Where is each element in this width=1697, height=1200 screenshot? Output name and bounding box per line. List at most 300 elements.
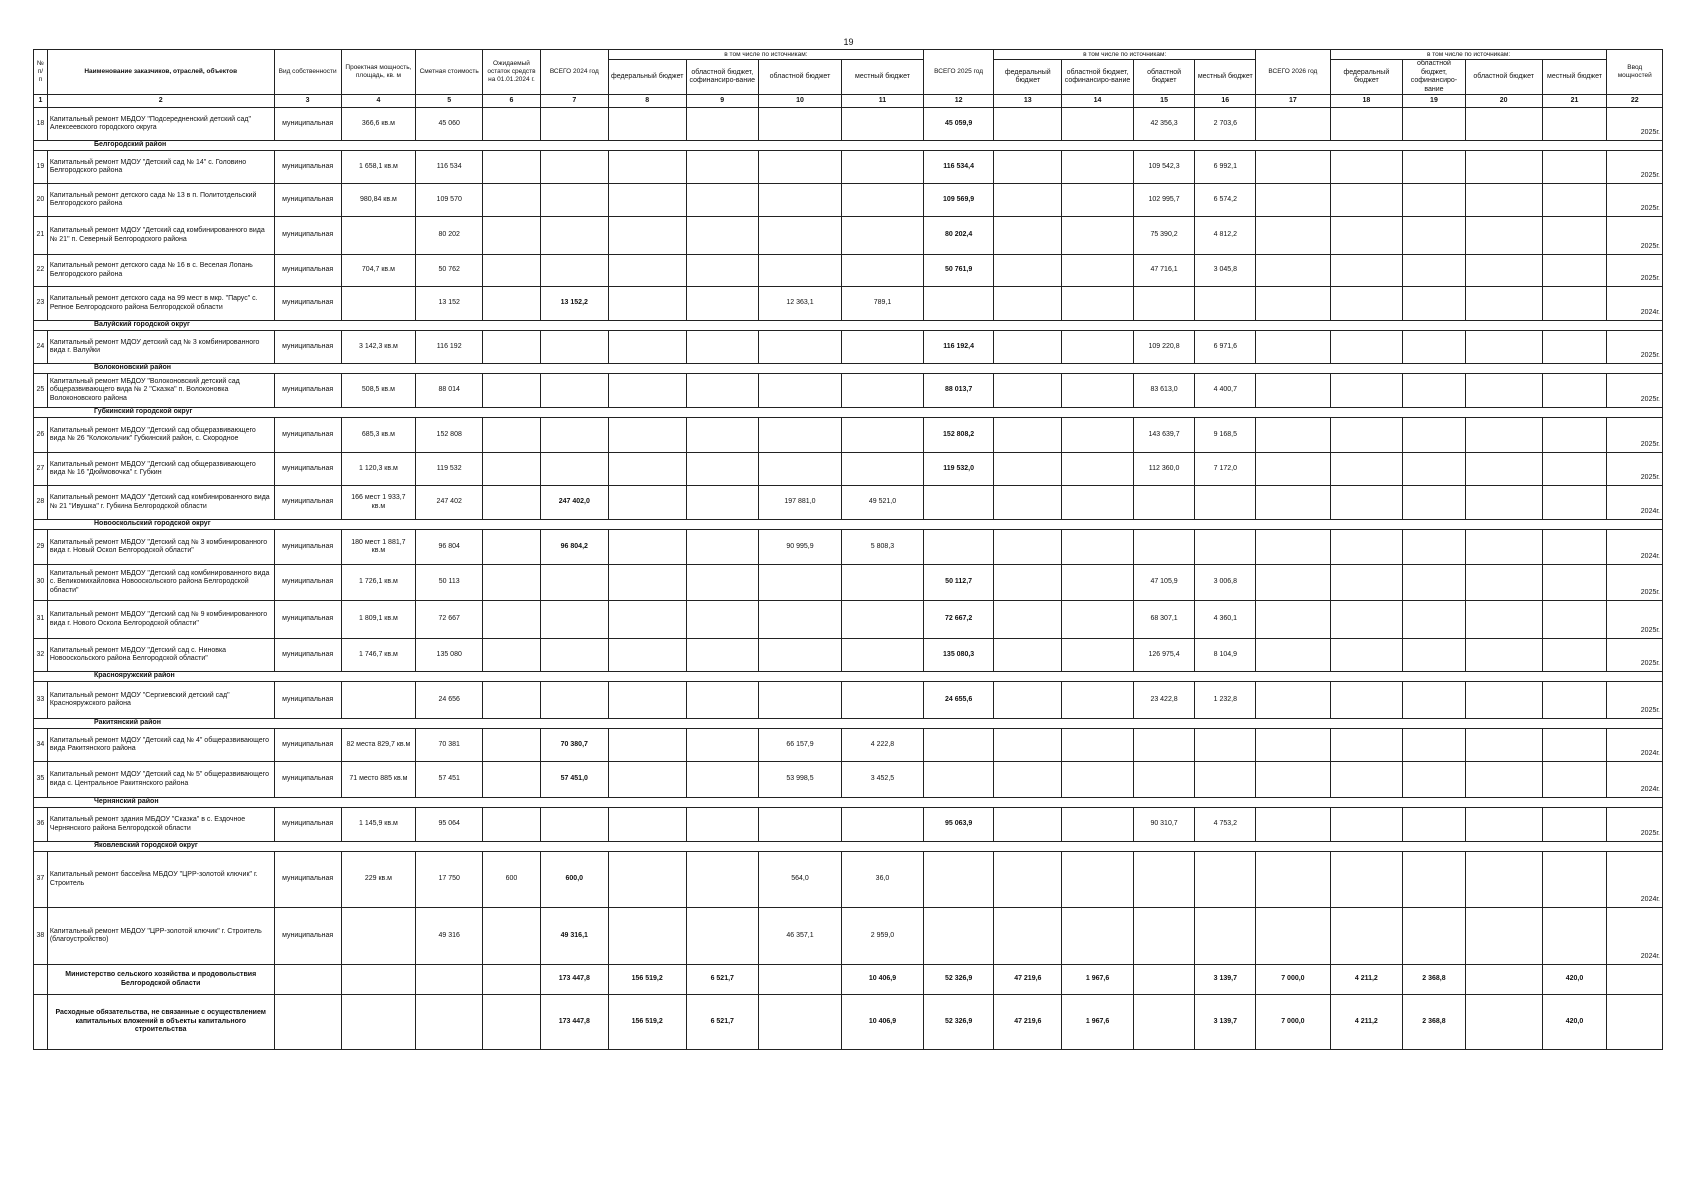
total-2026-value [1256, 453, 1331, 486]
region-name: Волоконовский район [34, 364, 1663, 374]
total-2024-value: 173 447,8 [540, 995, 608, 1050]
federal-2024-value: 156 519,2 [608, 965, 686, 995]
local-2025-value [1195, 287, 1256, 321]
regional-2026-value [1465, 995, 1542, 1050]
expected-balance [483, 374, 540, 408]
header-federal-2025: федеральный бюджет [994, 60, 1062, 95]
regional-cofin-2024-value [686, 151, 758, 184]
capacity-value: 1 809,1 кв.м [341, 601, 416, 639]
local-2024-value: 5 808,3 [841, 530, 923, 565]
regional-cofin-2025-value [1062, 151, 1133, 184]
row-number: 33 [34, 682, 48, 719]
expected-balance [483, 601, 540, 639]
estimated-cost: 80 202 [416, 217, 483, 255]
regional-cofin-2024-value [686, 108, 758, 141]
federal-2025-value [994, 255, 1062, 287]
column-number: 22 [1607, 95, 1663, 108]
federal-2024-value [608, 418, 686, 453]
federal-2025-value [994, 908, 1062, 965]
regional-2025-value: 42 356,3 [1133, 108, 1195, 141]
header-regional-cofin-2026: областной бюджет, софинансиро-вание [1403, 60, 1466, 95]
estimated-cost [416, 995, 483, 1050]
table-row [34, 565, 1663, 601]
table-row [34, 682, 1663, 719]
column-number: 2 [47, 95, 274, 108]
total-2025-value: 109 569,9 [923, 184, 993, 217]
regional-2026-value [1465, 108, 1542, 141]
local-2025-value: 4 360,1 [1195, 601, 1256, 639]
local-2024-value [841, 108, 923, 141]
total-2025-value [923, 852, 993, 908]
local-2026-value [1542, 374, 1607, 408]
total-2025-value [923, 762, 993, 798]
total-2024-value [540, 374, 608, 408]
federal-2024-value [608, 808, 686, 842]
commission-year: 2025г. [1607, 255, 1663, 287]
column-number: 5 [416, 95, 483, 108]
regional-cofin-2024-value [686, 374, 758, 408]
regional-2025-value: 23 422,8 [1133, 682, 1195, 719]
regional-2024-value [758, 217, 841, 255]
federal-2025-value [994, 852, 1062, 908]
column-number: 6 [483, 95, 540, 108]
total-2025-value: 95 063,9 [923, 808, 993, 842]
total-2024-value [540, 151, 608, 184]
table-row [34, 108, 1663, 141]
regional-cofin-2025-value [1062, 217, 1133, 255]
regional-2026-value [1465, 374, 1542, 408]
federal-2025-value: 47 219,6 [994, 965, 1062, 995]
local-2025-value: 7 172,0 [1195, 453, 1256, 486]
regional-cofin-2025-value [1062, 331, 1133, 364]
expected-balance [483, 453, 540, 486]
header-commission: Ввод мощностей [1607, 50, 1663, 95]
regional-2024-value [758, 374, 841, 408]
table-row [34, 151, 1663, 184]
local-2024-value: 36,0 [841, 852, 923, 908]
local-2024-value: 4 222,8 [841, 729, 923, 762]
local-2025-value: 4 400,7 [1195, 374, 1256, 408]
regional-cofin-2026-value [1403, 762, 1466, 798]
federal-2024-value [608, 453, 686, 486]
regional-cofin-2026-value: 2 368,8 [1403, 965, 1466, 995]
table-row [34, 530, 1663, 565]
table-row [34, 908, 1663, 965]
capacity-value: 366,6 кв.м [341, 108, 416, 141]
total-row [34, 995, 1663, 1050]
regional-2026-value [1465, 287, 1542, 321]
regional-2025-value: 126 975,4 [1133, 639, 1195, 672]
object-name: Капитальный ремонт МДОУ "Сергиевский детский сад" Краснояружского района [47, 682, 274, 719]
regional-2025-value: 90 310,7 [1133, 808, 1195, 842]
header-federal-2024: федеральный бюджет [608, 60, 686, 95]
federal-2025-value [994, 184, 1062, 217]
regional-2025-value [1133, 530, 1195, 565]
regional-2025-value [1133, 486, 1195, 520]
capacity-value [341, 287, 416, 321]
regional-cofin-2026-value [1403, 852, 1466, 908]
total-2024-value: 600,0 [540, 852, 608, 908]
regional-2026-value [1465, 331, 1542, 364]
total-2025-value: 80 202,4 [923, 217, 993, 255]
commission-year: 2024г. [1607, 852, 1663, 908]
regional-2026-value [1465, 965, 1542, 995]
regional-cofin-2026-value [1403, 530, 1466, 565]
total-2025-value: 52 326,9 [923, 965, 993, 995]
total-2024-value [540, 255, 608, 287]
total-2025-value [923, 530, 993, 565]
row-number: 18 [34, 108, 48, 141]
local-2024-value [841, 151, 923, 184]
regional-cofin-2026-value [1403, 151, 1466, 184]
regional-cofin-2024-value [686, 682, 758, 719]
federal-2024-value [608, 682, 686, 719]
commission-year [1607, 995, 1663, 1050]
regional-2025-value [1133, 762, 1195, 798]
regional-2025-value: 102 995,7 [1133, 184, 1195, 217]
total-2024-value [540, 601, 608, 639]
local-2026-value [1542, 530, 1607, 565]
row-number: 29 [34, 530, 48, 565]
header-total-2026: ВСЕГО 2026 год [1256, 50, 1331, 95]
total-2024-value [540, 808, 608, 842]
federal-2024-value [608, 762, 686, 798]
federal-2025-value [994, 639, 1062, 672]
column-number: 13 [994, 95, 1062, 108]
regional-cofin-2025-value [1062, 486, 1133, 520]
ownership-type: муниципальная [274, 287, 341, 321]
ownership-type: муниципальная [274, 151, 341, 184]
total-2026-value [1256, 486, 1331, 520]
local-2024-value: 10 406,9 [841, 995, 923, 1050]
commission-year: 2025г. [1607, 151, 1663, 184]
column-number: 14 [1062, 95, 1133, 108]
region-name: Яковлевский городской округ [34, 842, 1663, 852]
expected-balance [483, 217, 540, 255]
local-2024-value: 49 521,0 [841, 486, 923, 520]
regional-2024-value [758, 418, 841, 453]
estimated-cost: 50 113 [416, 565, 483, 601]
estimated-cost: 116 534 [416, 151, 483, 184]
regional-2026-value [1465, 908, 1542, 965]
federal-2024-value [608, 601, 686, 639]
local-2024-value [841, 682, 923, 719]
regional-2024-value [758, 808, 841, 842]
object-name: Капитальный ремонт МБДОУ "Детский сад общеразвивающего вида № 26 "Колокольчик" Губкинский район, с. Скородное [47, 418, 274, 453]
local-2024-value: 3 452,5 [841, 762, 923, 798]
expected-balance [483, 808, 540, 842]
local-2026-value [1542, 729, 1607, 762]
header-regional-cofin-2024: областной бюджет, софинансиро-вание [686, 60, 758, 95]
local-2026-value [1542, 287, 1607, 321]
commission-year: 2024г. [1607, 762, 1663, 798]
regional-cofin-2025-value [1062, 108, 1133, 141]
local-2026-value [1542, 852, 1607, 908]
header-regional-2025: областной бюджет [1133, 60, 1195, 95]
local-2026-value [1542, 762, 1607, 798]
regional-cofin-2024-value [686, 762, 758, 798]
capacity-value: 180 мест 1 881,7 кв.м [341, 530, 416, 565]
estimated-cost: 57 451 [416, 762, 483, 798]
regional-2024-value: 197 881,0 [758, 486, 841, 520]
column-number: 1 [34, 95, 48, 108]
local-2025-value: 4 812,2 [1195, 217, 1256, 255]
table-row [34, 808, 1663, 842]
column-number: 4 [341, 95, 416, 108]
row-number: 21 [34, 217, 48, 255]
column-number: 7 [540, 95, 608, 108]
regional-cofin-2024-value [686, 639, 758, 672]
expected-balance [483, 965, 540, 995]
total-2025-value [923, 908, 993, 965]
estimated-cost: 109 570 [416, 184, 483, 217]
column-number: 11 [841, 95, 923, 108]
capacity-value: 1 120,3 кв.м [341, 453, 416, 486]
regional-cofin-2025-value [1062, 530, 1133, 565]
object-name: Капитальный ремонт МДОУ "Детский сад комбинированного вида № 21" п. Северный Белгородского района [47, 217, 274, 255]
total-2026-value [1256, 184, 1331, 217]
local-2024-value [841, 331, 923, 364]
regional-cofin-2025-value [1062, 453, 1133, 486]
capital-repair-table [33, 49, 1663, 1050]
capacity-value: 229 кв.м [341, 852, 416, 908]
local-2026-value [1542, 217, 1607, 255]
capacity-value: 1 658,1 кв.м [341, 151, 416, 184]
local-2024-value [841, 184, 923, 217]
regional-2026-value [1465, 639, 1542, 672]
table-body [34, 108, 1663, 1050]
total-2026-value [1256, 255, 1331, 287]
regional-cofin-2025-value [1062, 418, 1133, 453]
regional-cofin-2025-value [1062, 639, 1133, 672]
total-2026-value [1256, 852, 1331, 908]
total-2026-value [1256, 418, 1331, 453]
regional-2026-value [1465, 453, 1542, 486]
commission-year: 2024г. [1607, 908, 1663, 965]
federal-2026-value: 4 211,2 [1330, 995, 1402, 1050]
commission-year: 2025г. [1607, 418, 1663, 453]
local-2025-value: 8 104,9 [1195, 639, 1256, 672]
object-name: Капитальный ремонт детского сада № 16 в с. Веселая Лопань Белгородского района [47, 255, 274, 287]
federal-2024-value [608, 729, 686, 762]
regional-cofin-2025-value [1062, 852, 1133, 908]
capacity-value: 685,3 кв.м [341, 418, 416, 453]
expected-balance [483, 729, 540, 762]
total-2026-value [1256, 762, 1331, 798]
total-2026-value [1256, 151, 1331, 184]
ownership-type: муниципальная [274, 331, 341, 364]
federal-2026-value [1330, 639, 1402, 672]
expected-balance [483, 287, 540, 321]
estimated-cost: 72 667 [416, 601, 483, 639]
region-name: Белгородский район [34, 141, 1663, 151]
federal-2026-value [1330, 601, 1402, 639]
federal-2025-value [994, 374, 1062, 408]
total-2024-value [540, 565, 608, 601]
local-2026-value [1542, 108, 1607, 141]
regional-cofin-2026-value [1403, 374, 1466, 408]
capacity-value: 508,5 кв.м [341, 374, 416, 408]
regional-cofin-2024-value [686, 530, 758, 565]
row-number: 32 [34, 639, 48, 672]
row-number: 19 [34, 151, 48, 184]
table-row [34, 374, 1663, 408]
row-number: 27 [34, 453, 48, 486]
local-2024-value: 10 406,9 [841, 965, 923, 995]
estimated-cost: 50 762 [416, 255, 483, 287]
total-2026-value [1256, 217, 1331, 255]
commission-year: 2025г. [1607, 331, 1663, 364]
table-row [34, 331, 1663, 364]
local-2025-value [1195, 486, 1256, 520]
table-row [34, 729, 1663, 762]
local-2025-value: 3 139,7 [1195, 995, 1256, 1050]
regional-2025-value [1133, 287, 1195, 321]
federal-2026-value: 4 211,2 [1330, 965, 1402, 995]
federal-2026-value [1330, 908, 1402, 965]
total-2025-value: 152 808,2 [923, 418, 993, 453]
local-2025-value [1195, 762, 1256, 798]
local-2025-value: 6 574,2 [1195, 184, 1256, 217]
regional-cofin-2024-value [686, 486, 758, 520]
ownership-type: муниципальная [274, 729, 341, 762]
regional-cofin-2025-value [1062, 255, 1133, 287]
federal-2024-value [608, 255, 686, 287]
total-2024-value: 70 380,7 [540, 729, 608, 762]
regional-2024-value [758, 108, 841, 141]
regional-2024-value [758, 184, 841, 217]
local-2026-value: 420,0 [1542, 995, 1607, 1050]
table-row [34, 762, 1663, 798]
regional-2025-value: 109 220,8 [1133, 331, 1195, 364]
local-2025-value: 9 168,5 [1195, 418, 1256, 453]
row-number [34, 995, 48, 1050]
capacity-value: 82 места 829,7 кв.м [341, 729, 416, 762]
local-2026-value [1542, 255, 1607, 287]
federal-2026-value [1330, 808, 1402, 842]
object-name: Министерство сельского хозяйства и продовольствия Белгородской области [47, 965, 274, 995]
header-sources-2026: в том числе по источникам: [1330, 50, 1607, 60]
commission-year: 2024г. [1607, 486, 1663, 520]
object-name: Капитальный ремонт МБДОУ "Волоконовский детский сад общеразвивающего вида № 2 "Сказка" п. Волоконовка Волоконовского района [47, 374, 274, 408]
total-2024-value: 96 804,2 [540, 530, 608, 565]
total-2025-value: 88 013,7 [923, 374, 993, 408]
commission-year: 2024г. [1607, 287, 1663, 321]
regional-2026-value [1465, 255, 1542, 287]
region-row [34, 321, 1663, 331]
ownership-type [274, 965, 341, 995]
local-2025-value [1195, 530, 1256, 565]
federal-2024-value [608, 486, 686, 520]
regional-2024-value [758, 453, 841, 486]
regional-cofin-2024-value [686, 184, 758, 217]
estimated-cost: 45 060 [416, 108, 483, 141]
column-number: 3 [274, 95, 341, 108]
expected-balance [483, 418, 540, 453]
object-name: Капитальный ремонт детского сада № 13 в п. Политотдельский Белгородского района [47, 184, 274, 217]
total-2024-value [540, 453, 608, 486]
region-name: Краснояружский район [34, 672, 1663, 682]
row-number: 23 [34, 287, 48, 321]
regional-cofin-2026-value [1403, 682, 1466, 719]
regional-cofin-2025-value: 1 967,6 [1062, 995, 1133, 1050]
ownership-type: муниципальная [274, 486, 341, 520]
federal-2026-value [1330, 184, 1402, 217]
expected-balance [483, 908, 540, 965]
regional-cofin-2025-value: 1 967,6 [1062, 965, 1133, 995]
federal-2026-value [1330, 255, 1402, 287]
regional-2025-value: 112 360,0 [1133, 453, 1195, 486]
column-number: 16 [1195, 95, 1256, 108]
regional-cofin-2025-value [1062, 601, 1133, 639]
total-2024-value [540, 331, 608, 364]
column-number: 10 [758, 95, 841, 108]
regional-2024-value [758, 151, 841, 184]
federal-2025-value [994, 530, 1062, 565]
capacity-value: 1 145,9 кв.м [341, 808, 416, 842]
federal-2025-value [994, 151, 1062, 184]
federal-2024-value [608, 331, 686, 364]
object-name: Капитальный ремонт МБДОУ "Детский сад № 3 комбинированного вида г. Новый Оскол Белгородской области" [47, 530, 274, 565]
ownership-type: муниципальная [274, 217, 341, 255]
federal-2026-value [1330, 729, 1402, 762]
regional-2024-value [758, 995, 841, 1050]
local-2024-value [841, 808, 923, 842]
total-2026-value [1256, 108, 1331, 141]
column-number: 20 [1465, 95, 1542, 108]
header-ownership: Вид собственности [274, 50, 341, 95]
ownership-type: муниципальная [274, 808, 341, 842]
estimated-cost: 13 152 [416, 287, 483, 321]
local-2024-value [841, 217, 923, 255]
regional-2026-value [1465, 808, 1542, 842]
federal-2026-value [1330, 217, 1402, 255]
regional-2024-value [758, 565, 841, 601]
estimated-cost: 17 750 [416, 852, 483, 908]
object-name: Капитальный ремонт детского сада на 99 мест в мкр. "Парус" с. Репное Белгородского района Белгородской области [47, 287, 274, 321]
local-2026-value [1542, 331, 1607, 364]
federal-2026-value [1330, 151, 1402, 184]
row-number: 22 [34, 255, 48, 287]
ownership-type: муниципальная [274, 639, 341, 672]
total-2026-value [1256, 808, 1331, 842]
federal-2025-value [994, 682, 1062, 719]
capacity-value [341, 908, 416, 965]
regional-cofin-2024-value [686, 453, 758, 486]
row-number: 24 [34, 331, 48, 364]
regional-cofin-2026-value [1403, 486, 1466, 520]
regional-2026-value [1465, 418, 1542, 453]
total-2026-value [1256, 682, 1331, 719]
total-2024-value [540, 639, 608, 672]
total-2026-value [1256, 374, 1331, 408]
commission-year: 2025г. [1607, 108, 1663, 141]
local-2024-value [841, 453, 923, 486]
expected-balance [483, 486, 540, 520]
header-regional-2026: областной бюджет [1465, 60, 1542, 95]
total-2024-value [540, 108, 608, 141]
local-2026-value [1542, 601, 1607, 639]
table-row [34, 852, 1663, 908]
federal-2026-value [1330, 682, 1402, 719]
object-name: Капитальный ремонт МБДОУ "Детский сад с. Ниновка Новооскольского района Белгородской области" [47, 639, 274, 672]
regional-cofin-2025-value [1062, 729, 1133, 762]
total-2024-value: 57 451,0 [540, 762, 608, 798]
local-2025-value: 6 992,1 [1195, 151, 1256, 184]
local-2025-value [1195, 852, 1256, 908]
commission-year: 2025г. [1607, 639, 1663, 672]
object-name: Капитальный ремонт МБДОУ "Детский сад комбинированного вида с. Великомихайловка Новооскольского района Белгородской области" [47, 565, 274, 601]
